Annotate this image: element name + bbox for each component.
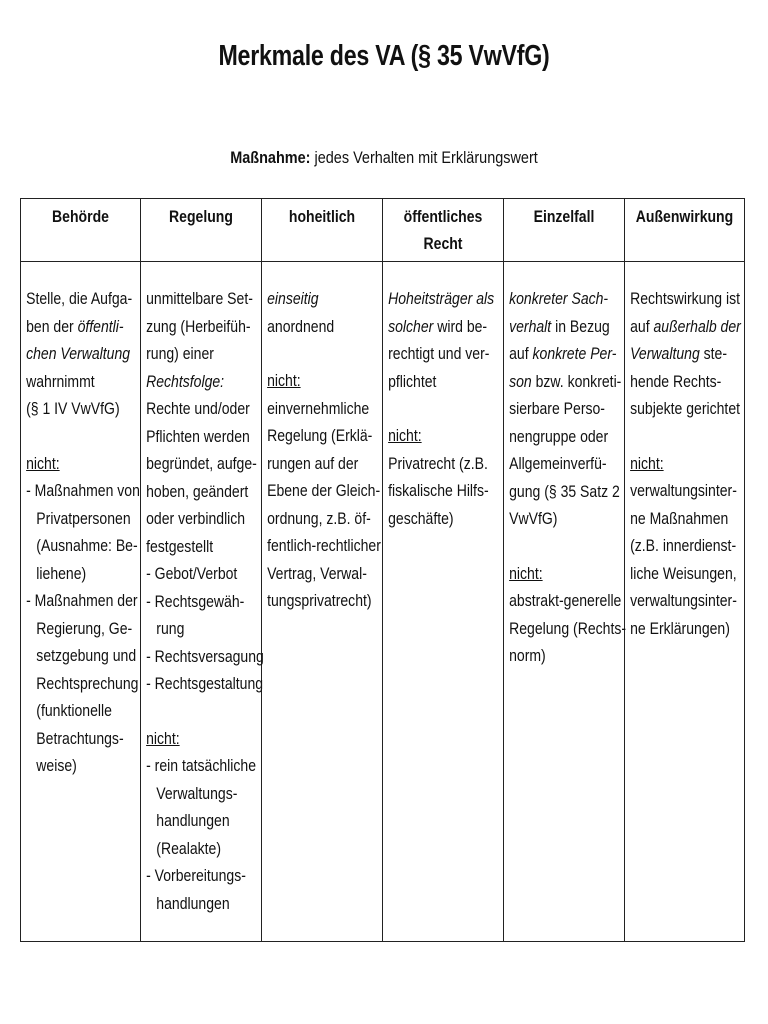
nicht-label: nicht:: [388, 427, 422, 445]
nicht-label: nicht:: [267, 372, 301, 390]
header-behoerde: Behörde: [21, 199, 141, 262]
nicht-label: nicht:: [630, 454, 664, 473]
subtitle-text: jedes Verhalten mit Erklärungswert: [314, 148, 538, 167]
subtitle-label: Maßnahme:: [230, 148, 311, 167]
cell-hoheitlich: einseitig anordnend nicht: einvernehmliche Regelung (Erklä- rungen auf der Ebene der Gleich- ordnung, z.B. öf- fentlich-rechtlicher Vertrag, Verwal- tungsprivatrecht): [262, 262, 383, 942]
cell-behoerde: Stelle, die Aufga- ben der öffentli- chen Verwaltung wahrnimmt (§ 1 IV VwVfG) nicht: - Maßnahmen von Privatpersonen (Ausnahme: Be- liehene) - Maßnahmen der Regierung, Ge- setzgebung und Rechtsprechung (funktionelle Betrachtungs- weise): [21, 262, 141, 942]
header-einzelfall: Einzelfall: [504, 199, 625, 262]
header-hoheitlich: hoheitlich: [262, 199, 383, 262]
table-body-row: [21, 262, 745, 942]
cell-regelung: unmittelbare Set- zung (Herbeifüh- rung) einer Rechtsfolge: Rechte und/oder Pflichten werden begründet, aufge- hoben, geändert oder verbindlich festgestellt - Gebot/Verbot - Rechtsgewäh- rung - Rechtsversagung - Rechtsgestaltung nicht: - rein tatsächliche Verwaltungs- handlungen (Realakte) - Vorbereitungs- handlungen: [141, 262, 262, 942]
subtitle: [58, 148, 711, 168]
criteria-table: [20, 198, 745, 942]
cell-einzelfall: konkreter Sach- verhalt in Bezug auf konkrete Per- son bzw. konkreti- sierbare Perso- nengruppe oder Allgemeinverfü- gung (§ 35 Satz 2 VwVfG) nicht: abstrakt-generelle Regelung (Rechts- norm): [504, 262, 625, 942]
header-oeffentliches-recht: öffentliches Recht: [383, 199, 504, 262]
nicht-label: nicht:: [26, 454, 60, 473]
header-regelung: Regelung: [141, 199, 262, 262]
nicht-label: nicht:: [509, 564, 543, 583]
table-header-row: [21, 199, 745, 262]
header-aussenwirkung: Außenwirkung: [625, 199, 745, 262]
page-title: Merkmale des VA (§ 35 VwVfG): [218, 40, 550, 72]
cell-oeffentliches-recht: Hoheitsträger als solcher wird be- rechtigt und ver- pflichtet nicht: Privatrecht (z.B. fiskalische Hilfs- geschäfte): [383, 262, 504, 942]
nicht-label: nicht:: [146, 729, 180, 748]
cell-aussenwirkung: Rechtswirkung ist auf außerhalb der Verwaltung ste- hende Rechts- subjekte gerichtet nicht: verwaltungsinter- ne Maßnahmen (z.B. innerdienst- liche Weisungen, verwaltungsinter- ne Erklärungen): [625, 262, 745, 942]
